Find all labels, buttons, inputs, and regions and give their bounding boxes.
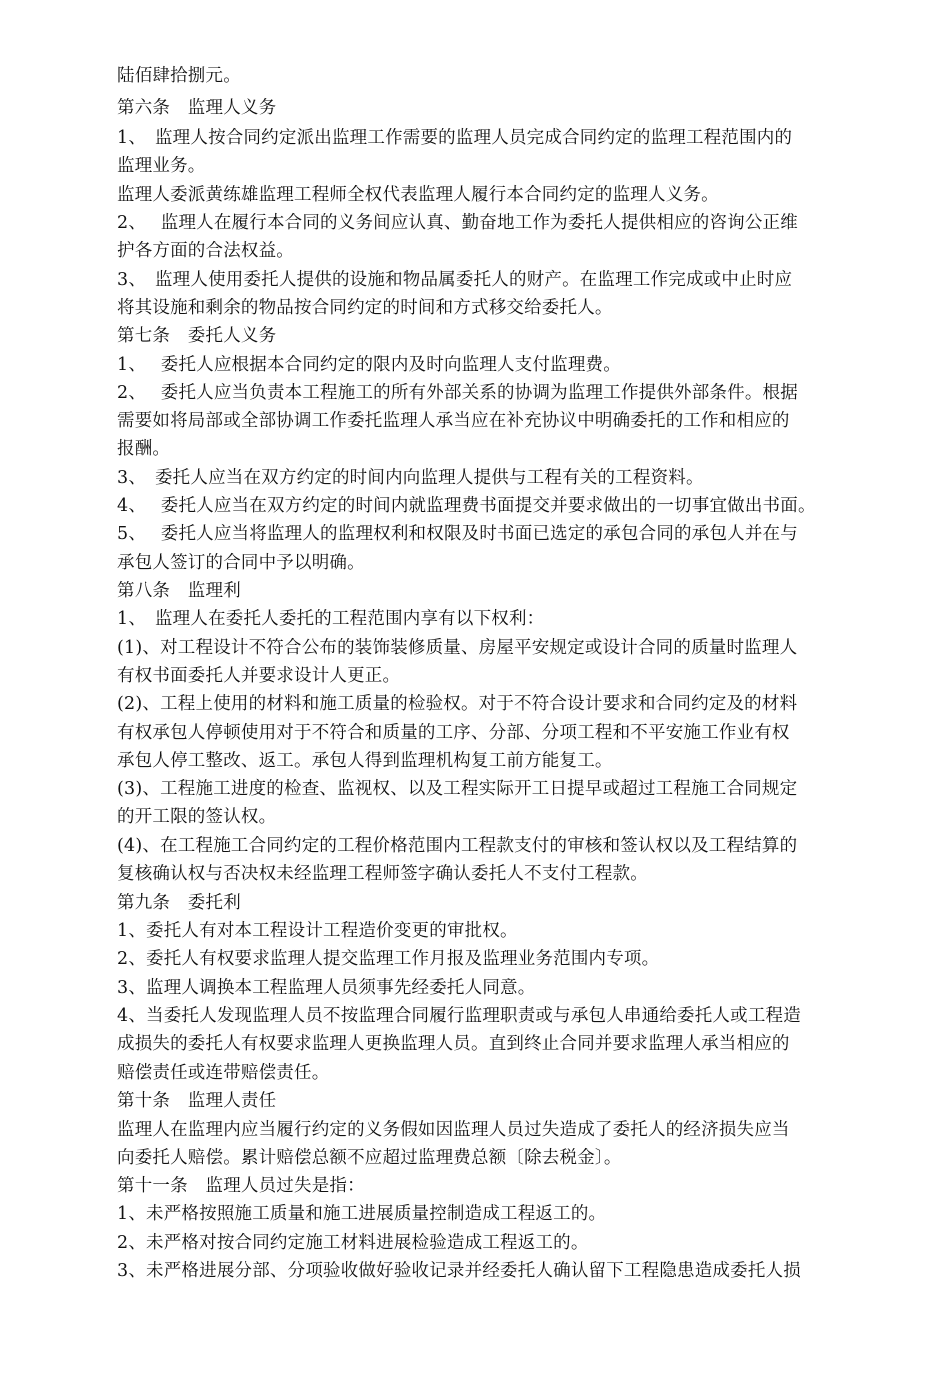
text-line: 监理业务。	[117, 156, 206, 176]
text-line: 监理人委派黄练雄监理工程师全权代表监理人履行本合同约定的监理人义务。	[117, 185, 719, 205]
text-line: 3、监理人调换本工程监理人员须事先经委托人同意。	[117, 978, 536, 998]
text-line: 赔偿责任或连带赔偿责任。	[117, 1063, 330, 1083]
text-line: 需要如将局部或全部协调工作委托监理人承当应在补充协议中明确委托的工作和相应的	[117, 411, 790, 431]
text-line: 报酬。	[117, 439, 171, 459]
text-line: 1、委托人有对本工程设计工程造价变更的审批权。	[117, 921, 518, 941]
section-heading-10: 第十条 监理人责任	[117, 1091, 277, 1111]
text-line: 2、委托人有权要求监理人提交监理工作月报及监理业务范围内专项。	[117, 949, 660, 969]
text-line: 1、 监理人按合同约定派出监理工作需要的监理人员完成合同约定的监理工程范围内的	[117, 128, 793, 148]
text-line: (1)、对工程设计不符合公布的装饰装修质量、房屋平安规定或设计合同的质量时监理人	[117, 638, 798, 658]
text-line: 护各方面的合法权益。	[117, 241, 294, 261]
text-line: 4、 委托人应当在双方约定的时间内就监理费书面提交并要求做出的一切事宜做出书面。	[117, 496, 816, 516]
text-line: 复核确认权与否决权未经监理工程师签字确认委托人不支付工程款。	[117, 864, 648, 884]
text-line: 将其设施和剩余的物品按合同约定的时间和方式移交给委托人。	[117, 298, 613, 318]
text-line: (2)、工程上使用的材料和施工质量的检验权。对于不符合设计要求和合同约定及的材料	[117, 694, 798, 714]
text-line: 监理人在监理内应当履行约定的义务假如因监理人员过失造成了委托人的经济损失应当	[117, 1120, 790, 1140]
text-line: 向委托人赔偿。累计赔偿总额不应超过监理费总额〔除去税金〕。	[117, 1148, 622, 1168]
text-line: 1、未严格按照施工质量和施工进展质量控制造成工程返工的。	[117, 1204, 607, 1224]
section-heading-7: 第七条 委托人义务	[117, 326, 277, 346]
text-line: 3、 监理人使用委托人提供的设施和物品属委托人的财产。在监理工作完成或中止时应	[117, 270, 793, 290]
text-line: 承包人签订的合同中予以明确。	[117, 553, 365, 573]
text-line: 承包人停工整改、返工。承包人得到监理机构复工前方能复工。	[117, 751, 613, 771]
text-line: 陆佰肆拾捌元。	[117, 66, 241, 86]
section-heading-6: 第六条 监理人义务	[117, 98, 277, 118]
text-line: 5、 委托人应当将监理人的监理权利和权限及时书面已选定的承包合同的承包人并在与	[117, 524, 798, 544]
text-line: 3、未严格进展分部、分项验收做好验收记录并经委托人确认留下工程隐患造成委托人损	[117, 1261, 801, 1281]
text-line: (3)、工程施工进度的检查、监视权、以及工程实际开工日提早或超过工程施工合同规定	[117, 779, 798, 799]
text-line: 有权承包人停顿使用对于不符合和质量的工序、分部、分项工程和不平安施工作业有权	[117, 723, 790, 743]
text-line: 成损失的委托人有权要求监理人更换监理人员。直到终止合同并要求监理人承当相应的	[117, 1034, 790, 1054]
text-line: 1、 监理人在委托人委托的工程范围内享有以下权利：	[117, 609, 545, 629]
text-line: 的开工限的签认权。	[117, 807, 277, 827]
text-line: 4、当委托人发现监理人员不按监理合同履行监理职责或与承包人串通给委托人或工程造	[117, 1006, 801, 1026]
text-line: 3、 委托人应当在双方约定的时间内向监理人提供与工程有关的工程资料。	[117, 468, 704, 488]
section-heading-11: 第十一条 监理人员过失是指：	[117, 1176, 365, 1196]
section-heading-8: 第八条 监理利	[117, 581, 241, 601]
text-line: 2、未严格对按合同约定施工材料进展检验造成工程返工的。	[117, 1233, 589, 1253]
section-heading-9: 第九条 委托利	[117, 893, 241, 913]
text-line: 2、 监理人在履行本合同的义务间应认真、勤奋地工作为委托人提供相应的咨询公正维	[117, 213, 798, 233]
text-line: 1、 委托人应根据本合同约定的限内及时向监理人支付监理费。	[117, 355, 621, 375]
text-line: 2、 委托人应当负责本工程施工的所有外部关系的协调为监理工作提供外部条件。根据	[117, 383, 798, 403]
text-line: 有权书面委托人并要求设计人更正。	[117, 666, 401, 686]
text-line: (4)、在工程施工合同约定的工程价格范围内工程款支付的审核和签认权以及工程结算的	[117, 836, 798, 856]
